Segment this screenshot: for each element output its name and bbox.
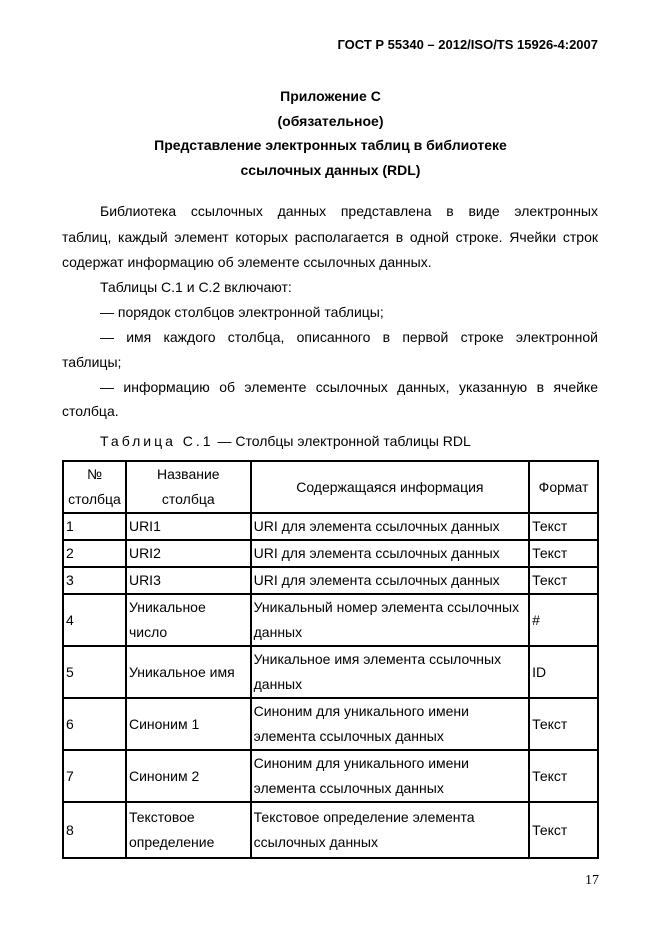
table-cell: 6 — [63, 698, 126, 750]
table-cell: URI для элемента ссылочных данных — [251, 567, 529, 594]
table-cell: Текст — [529, 513, 598, 540]
table-row — [63, 513, 598, 540]
table-cell: 1 — [63, 513, 126, 540]
table-cell: 7 — [63, 750, 126, 802]
table-cell: Синоним для уникального имени элемента ссылочных данных — [251, 750, 529, 802]
header-cell: № столбца — [63, 461, 126, 513]
table-cell: URI3 — [126, 567, 251, 594]
table-cell: 2 — [63, 540, 126, 567]
table-cell: Текст — [529, 698, 598, 750]
annex-title: Приложение С — [280, 88, 381, 104]
annex-heading-line2: ссылочных данных (RDL) — [240, 162, 421, 178]
annex-status: (обязательное) — [277, 113, 384, 129]
rdl-columns-table — [62, 460, 599, 859]
table-cell: Уникальное имя элемента ссылочных данных — [251, 646, 529, 698]
body-line: таблиц, каждый элемент которых располагается в одной строке. Ячейки строк — [62, 229, 598, 245]
table-cell: 8 — [63, 802, 126, 858]
table-row — [63, 802, 598, 858]
table-cell: Текст — [529, 540, 598, 567]
table-cell: 4 — [63, 594, 126, 646]
body-line: — имя каждого столбца, описанного в первой строке электронной — [100, 329, 598, 345]
page-number: 17 — [585, 873, 599, 888]
document-header: ГОСТ Р 55340 – 2012/ISO/TS 15926-4:2007 — [337, 37, 598, 52]
table-cell: 5 — [63, 646, 126, 698]
table-cell: Уникальный номер элемента ссылочных данных — [251, 594, 529, 646]
table-caption — [100, 433, 471, 449]
table-row — [63, 646, 598, 698]
table-cell: URI1 — [126, 513, 251, 540]
table-row — [63, 698, 598, 750]
body-line: содержат информацию об элементе ссылочных данных. — [62, 254, 432, 270]
table-cell: Текстовое определение — [126, 802, 251, 858]
table-cell: Текст — [529, 567, 598, 594]
body-line: таблицы; — [62, 354, 122, 370]
table-cell: 3 — [63, 567, 126, 594]
body-line: — информацию об элементе ссылочных данных, указанную в ячейке — [100, 379, 598, 395]
table-cell: Уникальное число — [126, 594, 251, 646]
table-cell: URI2 — [126, 540, 251, 567]
table-cell: URI для элемента ссылочных данных — [251, 540, 529, 567]
header-cell: Формат — [529, 461, 598, 513]
table-row — [63, 540, 598, 567]
table-cell: Текст — [529, 802, 598, 858]
table-row — [63, 750, 598, 802]
table-cell: Синоним 1 — [126, 698, 251, 750]
table-row — [63, 594, 598, 646]
body-line: столбца. — [62, 403, 119, 419]
table-row — [63, 567, 598, 594]
body-line: — порядок столбцов электронной таблицы; — [100, 304, 384, 320]
table-cell: Текст — [529, 750, 598, 802]
table-header-row — [63, 461, 598, 513]
table-cell: Уникальное имя — [126, 646, 251, 698]
annex-heading-line1: Представление электронных таблиц в библиотеке — [154, 137, 507, 153]
body-line: Таблицы С.1 и С.2 включают: — [100, 279, 292, 295]
table-caption-text: — Столбцы электронной таблицы RDL — [213, 433, 471, 449]
header-cell: Название столбца — [126, 461, 251, 513]
table-cell: # — [529, 594, 598, 646]
table-cell: Синоним 2 — [126, 750, 251, 802]
table-cell: URI для элемента ссылочных данных — [251, 513, 529, 540]
table-caption-number: Таблица С.1 — [100, 433, 214, 449]
body-line: Библиотека ссылочных данных представлена в виде электронных — [100, 203, 598, 219]
header-cell: Содержащаяся информация — [251, 461, 529, 513]
table-cell: ID — [529, 646, 598, 698]
table-cell: Текстовое определение элемента ссылочных данных — [251, 802, 529, 858]
table-cell: Синоним для уникального имени элемента ссылочных данных — [251, 698, 529, 750]
